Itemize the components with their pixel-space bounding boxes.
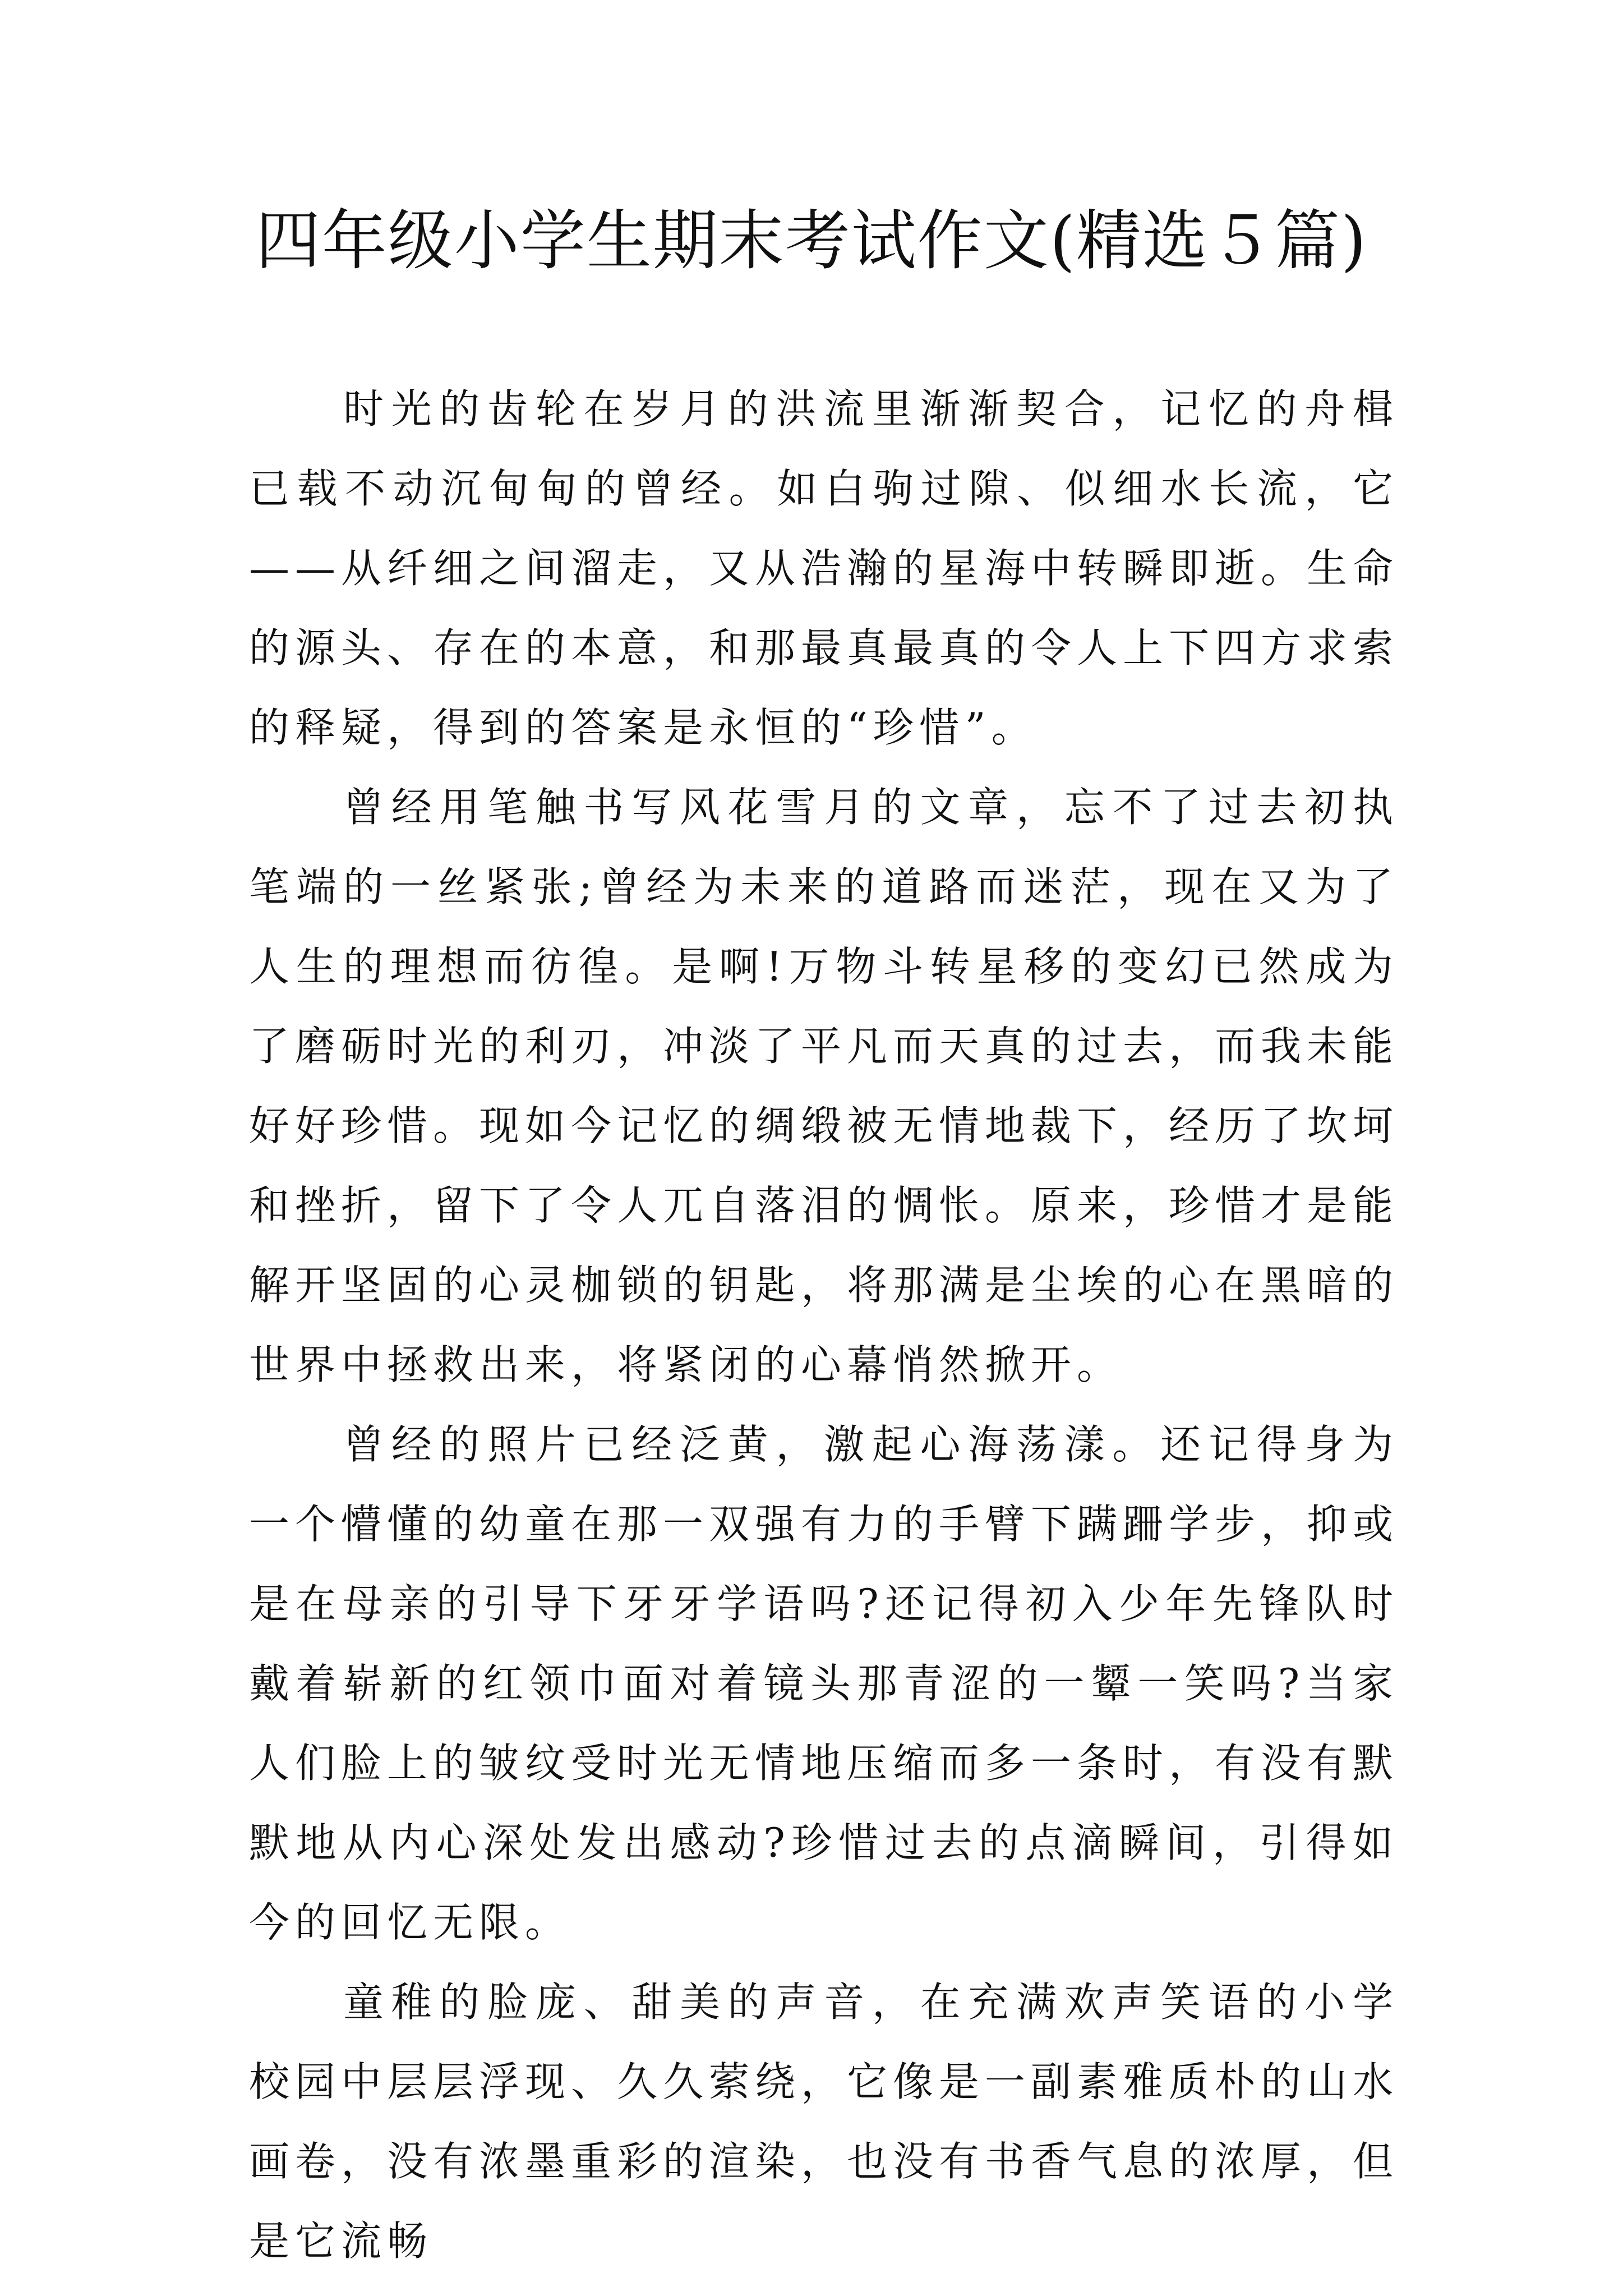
paragraph: 童稚的脸庞、甜美的声音，在充满欢声笑语的小学校园中层层浮现、久久萦绕，它像是一副素雅质朴的山水画卷，没有浓墨重彩的渲染，也没有书香气息的浓厚，但是它流畅 [249,1978,1399,2265]
paragraph: 时光的齿轮在岁月的洪流里渐渐契合，记忆的舟楫已载不动沉甸甸的曾经。如白驹过隙、似细水长流，它——从纤细之间溜走，又从浩瀚的星海中转瞬即逝。生命的源头、存在的本意，和那最真最真的令人上下四方求索的释疑，得到的答案是永恒的“珍惜”。 [249,385,1399,751]
document-title: 四年级小学生期末考试作文(精选５篇) [255,203,1368,279]
paragraph: 曾经用笔触书写风花雪月的文章，忘不了过去初执笔端的一丝紧张;曾经为未来的道路而迷茫，现在又为了人生的理想而彷徨。是啊!万物斗转星移的变幻已然成为了磨砺时光的利刃，冲淡了平凡而天真的过去，而我未能好好珍惜。现如今记忆的绸缎被无情地裁下，经历了坎坷和挫折，留下了令人兀自落泪的惆怅。原来，珍惜才是能解开坚固的心灵枷锁的钥匙，将那满是尘埃的心在黑暗的世界中拯救出来，将紧闭的心幕悄然掀开。 [249,784,1399,1388]
paragraph: 曾经的照片已经泛黄，激起心海荡漾。还记得身为一个懵懂的幼童在那一双强有力的手臂下蹒跚学步，抑或是在母亲的引导下牙牙学语吗?还记得初入少年先锋队时戴着崭新的红领巾面对着镜头那青涩的一颦一笑吗?当家人们脸上的皱纹受时光无情地压缩而多一条时，有没有默默地从内心深处发出感动?珍惜过去的点滴瞬间，引得如今的回忆无限。 [249,1421,1399,1946]
document-body [249,369,1399,2281]
